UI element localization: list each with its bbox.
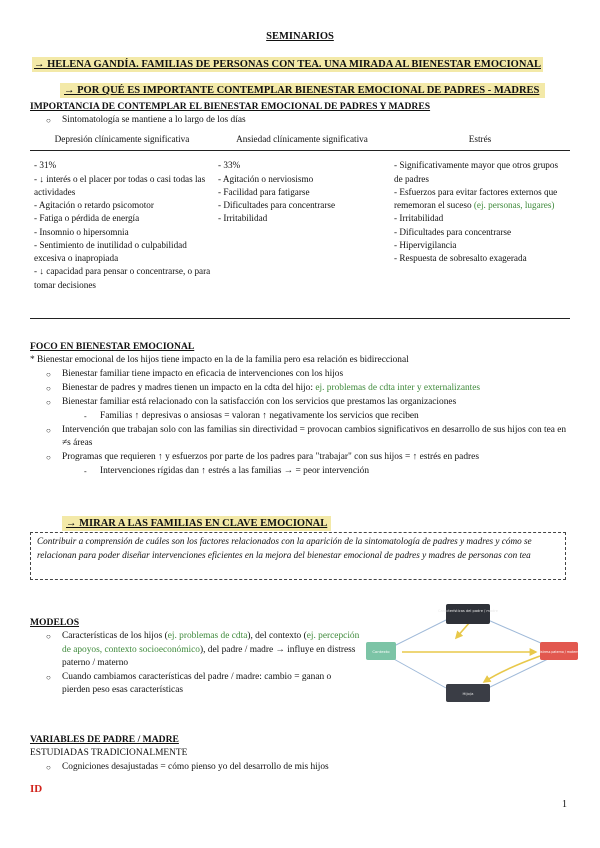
list-item: - Dificultades para concentrarse xyxy=(394,226,512,237)
list-item: - Fatiga o pérdida de energía xyxy=(34,213,140,224)
variables-heading: VARIABLES DE PADRE / MADRE xyxy=(30,734,179,745)
diagram-node-top xyxy=(446,604,490,624)
list-item: - Hipervigilancia xyxy=(394,239,457,250)
emotional-note: Contribuir a comprensión de cuáles son los factores relacionados con la aparición de la sintomatología de padres y madres y cómo se relacionan para poder diseñar intervenciones eficientes en la mejora del bienestar emocional de padres y madres de personas con tea xyxy=(30,532,566,580)
page-number: 1 xyxy=(562,799,567,810)
models-section xyxy=(30,616,360,698)
diagram-link xyxy=(392,620,446,647)
list-item: - Significativamente mayor que otros grupos de padres xyxy=(394,160,559,184)
circle-bullet-icon: ○ xyxy=(46,383,51,393)
circle-bullet-icon: ○ xyxy=(46,762,51,772)
circle-bullet-icon: ○ xyxy=(46,425,51,435)
circle-bullet-icon: ○ xyxy=(46,369,51,379)
list-item: ○ Bienestar familiar tiene impacto en eficacia de intervenciones con los hijos xyxy=(30,368,575,382)
symptoms-table xyxy=(30,130,570,292)
circle-bullet-icon: ○ xyxy=(46,452,51,462)
table-header-depression: Depresión clínicamente significativa xyxy=(30,130,214,151)
list-item: ○ Programas que requieren ↑ y esfuerzos por parte de los padres para "trabajar" con sus hijos = ↑ estrés en padres xyxy=(30,451,575,465)
dash-bullet-icon: - xyxy=(84,466,87,476)
list-item: ○ Cuando cambiamos características del padre / madre: cambio = ganan o pierden peso esas características xyxy=(30,671,360,698)
circle-bullet-icon: ○ xyxy=(46,631,51,641)
list-item: ○ Características de los hijos (ej. problemas de cdta), del contexto (ej. percepción de apoyos, contexto socioeconómico), del padre / madre → influye en distress paterno / materno xyxy=(30,630,360,671)
diagram-node-left-label: Contexto xyxy=(372,649,390,654)
list-item: ○ Cogniciones desajustadas = cómo pienso yo del desarrollo de mis hijos xyxy=(30,761,570,775)
variables-section xyxy=(30,733,570,775)
anxiety-cell xyxy=(214,151,390,292)
circle-bullet-icon: ○ xyxy=(46,397,51,407)
diagram-arrow xyxy=(484,656,540,682)
list-item: ○ Bienestar familiar está relacionado con la satisfacción con los servicios que prestamos las organizaciones xyxy=(30,396,575,410)
variables-subheading: ESTUDIADAS TRADICIONALMENTE xyxy=(30,747,188,758)
list-item: - Agitación o retardo psicomotor xyxy=(34,200,154,211)
list-item: - ↓ capacidad para pensar o concentrarse, o para tomar decisiones xyxy=(34,266,211,290)
table-header-stress: Estrés xyxy=(390,130,570,151)
list-item: - Sentimiento de inutilidad o culpabilidad excesiva o inapropiada xyxy=(34,239,187,264)
table-header-anxiety: Ansiedad clínicamente significativa xyxy=(214,130,390,151)
list-item: - Facilidad para fatigarse xyxy=(218,186,310,197)
emotional-heading: → MIRAR A LAS FAMILIAS EN CLAVE EMOCIONAL xyxy=(62,516,331,531)
stress-cell xyxy=(390,151,570,292)
models-heading: MODELOS xyxy=(30,617,80,628)
list-item: - Intervenciones rígidas dan ↑ estrés a las familias → = peor intervención xyxy=(30,465,575,479)
circle-bullet-icon: ○ xyxy=(46,116,51,125)
table-row xyxy=(30,151,570,292)
importance-bullet: ○ Sintomatología se mantiene a lo largo de los días xyxy=(46,114,246,128)
table-bottom-rule xyxy=(30,318,570,319)
id-label: ID xyxy=(30,783,43,795)
list-item: - 33% xyxy=(218,160,241,171)
list-item: - Agitación o nerviosismo xyxy=(218,173,314,184)
table-header-row xyxy=(30,130,570,151)
list-item: - Respuesta de sobresalto exagerada xyxy=(394,253,527,264)
focus-heading: FOCO EN BIENESTAR EMOCIONAL xyxy=(30,341,195,352)
main-heading: → HELENA GANDÍA. FAMILIAS DE PERSONAS CON TEA. UNA MIRADA AL BIENESTAR EMOCIONAL xyxy=(32,57,543,72)
list-item: - 31% xyxy=(34,160,57,171)
document-title: SEMINARIOS xyxy=(266,31,334,42)
importance-heading: IMPORTANCIA DE CONTEMPLAR EL BIENESTAR EMOCIONAL DE PADRES Y MADRES xyxy=(30,101,431,112)
list-item: - Irritabilidad xyxy=(218,213,268,224)
list-item: - Irritabilidad xyxy=(394,213,444,224)
diagram-node-top-label: Características del padre / madre xyxy=(437,609,499,613)
list-item: - Esfuerzos para evitar factores externos que rememoran el suceso (ej. personas, lugares) xyxy=(394,186,558,211)
list-item: ○ Intervención que trabajan solo con las familias sin directividad = provocan cambios significativos en desarrollo de sus hijos con tea en ≠s áreas xyxy=(30,424,575,451)
list-item: - ↓ interés o el placer por todas o casi todas las actividades xyxy=(34,173,206,197)
list-item: - Familias ↑ depresivas o ansiosas = valoran ↑ negativamente los servicios que reciben xyxy=(30,410,575,424)
list-item: - Insomnio o hipersomnia xyxy=(34,226,129,237)
circle-bullet-icon: ○ xyxy=(46,672,51,682)
diagram-link xyxy=(488,658,550,688)
depression-cell xyxy=(30,151,214,292)
diagram-node-right-label: Distress paterno / materno xyxy=(537,650,580,654)
focus-intro: * Bienestar emocional de los hijos tiene impacto en la de la familia pero esa relación es bidireccional xyxy=(30,354,409,365)
list-item: ○ Bienestar de padres y madres tienen un impacto en la cdta del hijo: ej. problemas de cdta inter y externalizantes xyxy=(30,382,575,396)
list-item: - Dificultades para concentrarse xyxy=(218,200,336,211)
diagram-node-bottom-label: Hijo/a xyxy=(462,691,474,696)
diagram-link xyxy=(392,658,446,688)
why-heading: → POR QUÉ ES IMPORTANTE CONTEMPLAR BIENESTAR EMOCIONAL DE PADRES - MADRES xyxy=(60,83,545,98)
diagram-arrow xyxy=(456,622,470,638)
dash-bullet-icon: - xyxy=(84,411,87,421)
model-diagram xyxy=(362,600,580,704)
focus-section xyxy=(30,340,575,479)
